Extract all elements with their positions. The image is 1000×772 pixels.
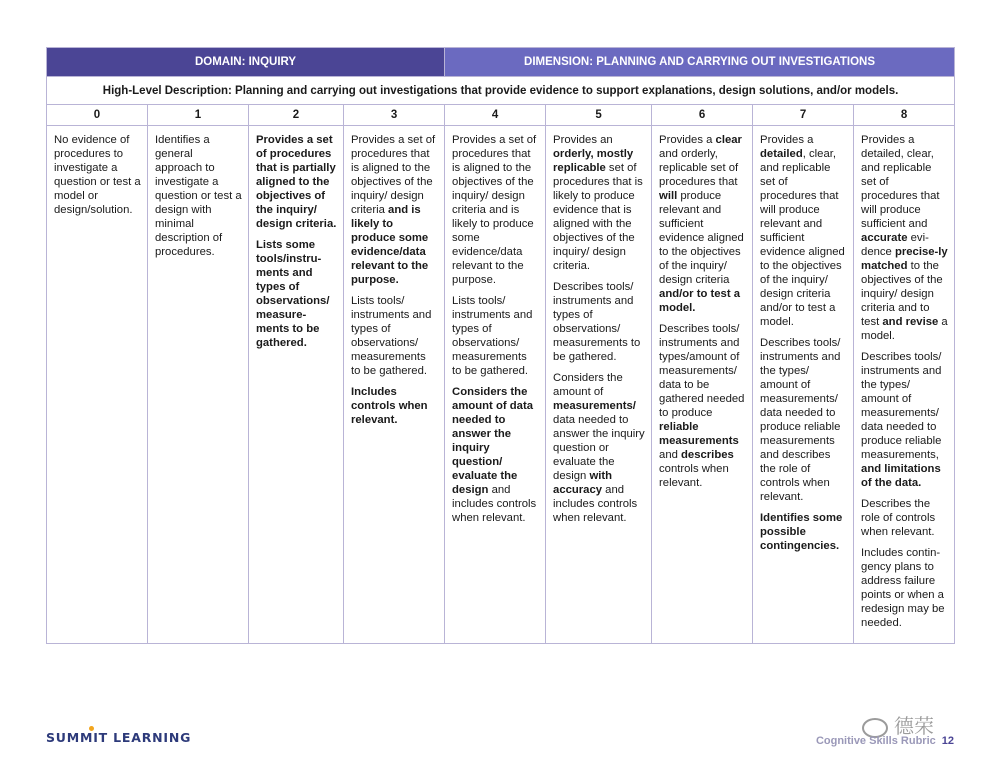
header-row [47, 48, 955, 77]
page-number: 12 [941, 735, 954, 747]
criteria-paragraph: Provides a set of procedures that is aligned to the objectives of the inquiry/ design criteria and is likely to produce some evidence/data relevant to the purpose. [452, 134, 537, 286]
criteria-paragraph: Describes tools/ instruments and types of observations/ measurements to be gathered. [553, 281, 641, 363]
criteria-paragraph: Identifies a general approach to investigate a question or test a design with minimal description of procedures. [155, 134, 242, 258]
criteria-emphasis: orderly, mostly replicable [553, 148, 634, 174]
criteria-paragraph: Provides a set of procedures that is aligned to the objectives of the inquiry/ design criteria and is likely to produce some evidence/data relevant to the purpose. [351, 134, 436, 286]
high-level-description: High-Level Description: Planning and carrying out investigations that provide evidence to support explanations, design solutions, and/or models. [47, 77, 955, 105]
level-number: 8 [854, 105, 955, 126]
criteria-paragraph: Provides a detailed, clear, and replicable set of procedures that will produce relevant and sufficient evidence aligned to the objectives of the inquiry/ design criteria and/or to test a model. [760, 134, 845, 328]
criteria-emphasis: Identifies some possible contingencies. [760, 512, 843, 552]
level-number: 1 [148, 105, 249, 126]
level-8-criteria [854, 126, 955, 644]
criteria-emphasis: clear [715, 134, 742, 146]
level-3-criteria [344, 126, 445, 644]
level-2-criteria [249, 126, 344, 644]
criteria-emphasis: reliable measurements [659, 421, 739, 447]
watermark-text: 德荣 [894, 716, 934, 738]
criteria-paragraph: Describes tools/ instruments and the types/ amount of measurements/ data needed to produce reliable measurements, and limitations of the data. [861, 351, 942, 489]
criteria-emphasis: Lists some tools/instru-ments and types of observations/ measure-ments to be gathered. [256, 239, 330, 349]
criteria-paragraph: Lists tools/ instruments and types of observations/ measurements to be gathered. [351, 295, 432, 377]
criteria-paragraph: Describes tools/ instruments and the types/ amount of measurements/ data needed to produce reliable measurements and describes the role of controls when relevant. [760, 337, 841, 503]
level-7-criteria [753, 126, 854, 644]
criteria-paragraph: Provides a detailed, clear, and replicable set of procedures that will produce sufficient and accurate evi-dence precise-ly matched to the objectives of the inquiry/ design criteria and to test and revise a model. [861, 134, 948, 342]
level-number: 4 [445, 105, 546, 126]
level-6-criteria [652, 126, 753, 644]
criteria-paragraph: No evidence of procedures to investigate a question or test a model or design/solution. [54, 134, 141, 216]
summit-learning-logo: SUMMIT LEARNING [46, 730, 192, 745]
rubric-table [46, 47, 955, 644]
level-row [47, 105, 955, 126]
criteria-emphasis: precise-ly matched [861, 246, 948, 272]
criteria-emphasis: Considers the amount of data needed to answer the inquiry question/ evaluate the design [452, 386, 533, 496]
criteria-paragraph [760, 511, 847, 553]
level-0-criteria [47, 126, 148, 644]
level-number: 7 [753, 105, 854, 126]
level-5-criteria [546, 126, 652, 644]
criteria-emphasis: detailed [760, 148, 803, 160]
criteria-emphasis: describes [681, 449, 734, 461]
criteria-paragraph: Considers the amount of data needed to answer the inquiry question/ evaluate the design and includes controls when relevant. [452, 386, 537, 524]
level-number: 6 [652, 105, 753, 126]
criteria-paragraph: Provides an orderly, mostly replicable set of procedures that is likely to produce evidence that is aligned with the objectives of the inquiry/ design criteria. [553, 134, 643, 272]
level-number: 5 [546, 105, 652, 126]
level-1-criteria [148, 126, 249, 644]
level-number: 0 [47, 105, 148, 126]
criteria-emphasis: Provides a set of procedures that is partially aligned to the objectives of the inquiry/ design criteria. [256, 134, 337, 230]
criteria-emphasis: and limitations of the data. [861, 463, 941, 489]
criteria-paragraph: Provides a clear and orderly, replicable set of procedures that will produce relevant and sufficient evidence aligned to the objectives of the inquiry/ design criteria and/or to test a model. [659, 134, 744, 314]
level-number: 2 [249, 105, 344, 126]
criteria-emphasis: measurements/ [553, 400, 636, 412]
criteria-emphasis: and is likely to produce some evidence/data relevant to the purpose. [351, 204, 429, 286]
criteria-emphasis: accurate [861, 232, 908, 244]
criteria-emphasis: and revise [882, 316, 939, 328]
criteria-paragraph: Describes tools/ instruments and types/amount of measurements/ data to be gathered needed to produce reliable measurements and describes controls when relevant. [659, 323, 745, 489]
criteria-emphasis: Includes controls when relevant. [351, 386, 428, 426]
description-row [47, 77, 955, 105]
criteria-paragraph [256, 238, 337, 350]
criteria-row [47, 126, 955, 644]
domain-header: DOMAIN: INQUIRY [47, 48, 445, 77]
criteria-paragraph: Includes contin-gency plans to address failure points or when a redesign may be needed. [861, 547, 945, 629]
dimension-header: DIMENSION: PLANNING AND CARRYING OUT INVESTIGATIONS [445, 48, 955, 77]
footer [816, 735, 954, 747]
footer-title: Cognitive Skills Rubric [815, 735, 936, 747]
level-4-criteria [445, 126, 546, 644]
criteria-paragraph: Lists tools/ instruments and types of observations/ measurements to be gathered. [452, 295, 533, 377]
criteria-paragraph: Considers the amount of measurements/ data needed to answer the inquiry question or evaluate the design with accuracy and includes controls when relevant. [553, 372, 645, 524]
criteria-paragraph [256, 133, 337, 231]
criteria-emphasis: will [659, 190, 678, 202]
criteria-emphasis: with accuracy [553, 470, 613, 496]
level-number: 3 [344, 105, 445, 126]
criteria-paragraph [351, 385, 438, 427]
criteria-paragraph: Describes the role of controls when relevant. [861, 498, 936, 538]
criteria-emphasis: and/or to test a model. [659, 288, 741, 314]
